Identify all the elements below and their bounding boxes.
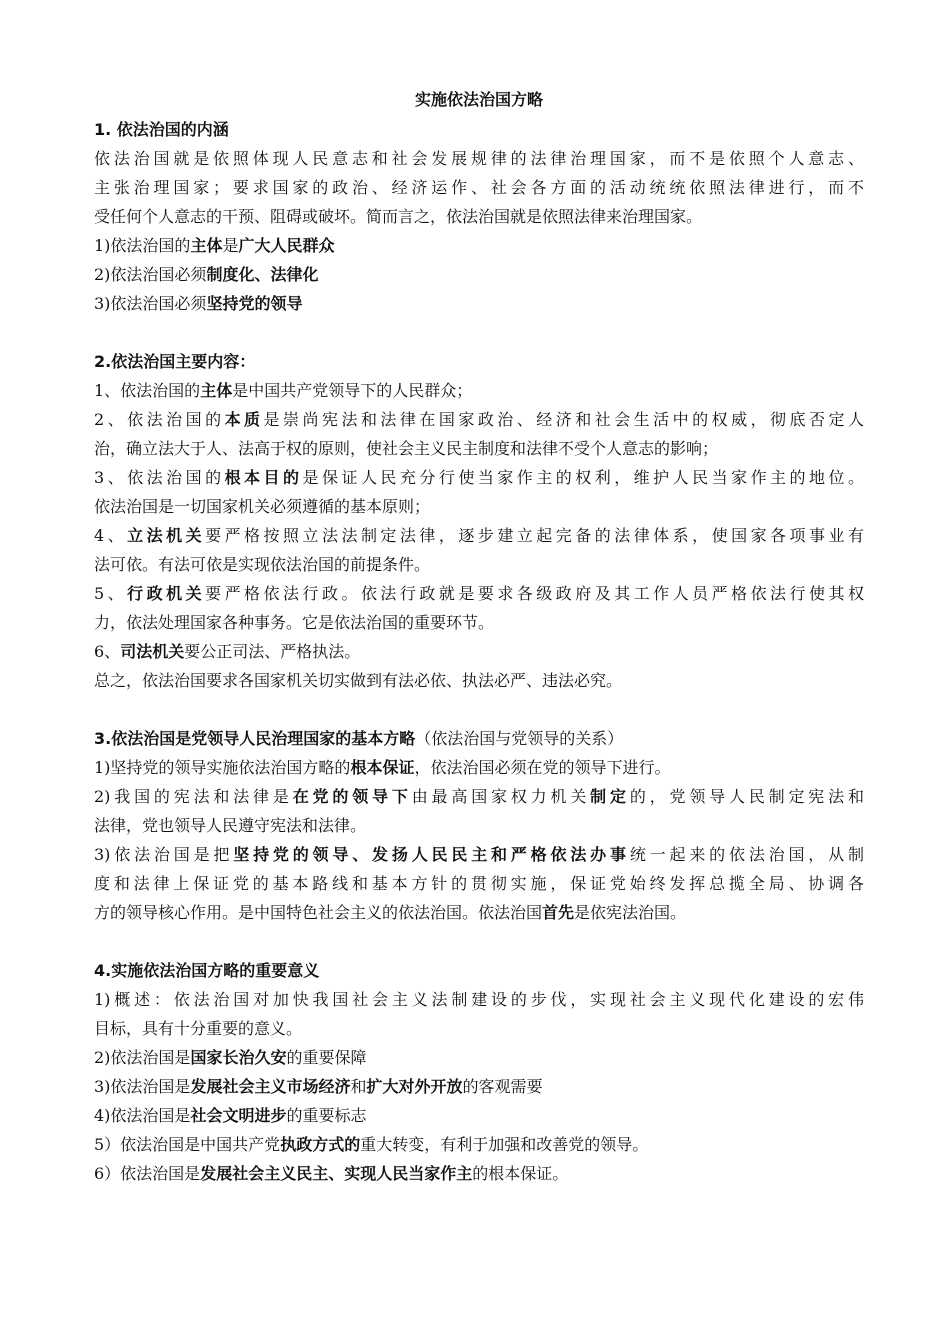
list-item: 2、依法治国的本质是崇尚宪法和法律在国家政治、经济和社会生活中的权威，彻底否定人 [94, 410, 864, 429]
list-item: 1)概述：依法治国对加快我国社会主义法制建设的步伐，实现社会主义现代化建设的宏伟 [94, 990, 864, 1009]
list-item: 1、依法治国的主体是中国共产党领导下的人民群众； [94, 381, 473, 400]
list-item: 3)依法治国必须坚持党的领导 [94, 294, 303, 313]
paragraph-line: 治，确立法大于人、法高于权的原则，使社会主义民主制度和法律不受个人意志的影响； [94, 439, 719, 458]
document-title: 实施依法治国方略 [414, 90, 543, 109]
blank-line [94, 927, 864, 956]
paragraph-line: 依法治国就是依照体现人民意志和社会发展规律的法律治理国家，而不是依照个人意志、 [94, 149, 864, 168]
paragraph-line: 受任何个人意志的干预、阻碍或破坏。简而言之，依法治国就是依照法律来治理国家。 [94, 207, 703, 226]
list-item: 1)依法治国的主体是广大人民群众 [94, 236, 335, 255]
section-4-heading: 4.实施依法治国方略的重要意义 [94, 961, 320, 980]
paragraph-line: 法可依。有法可依是实现依法治国的前提条件。 [94, 555, 431, 574]
list-item: 2)依法治国是国家长治久安的重要保障 [94, 1048, 367, 1067]
paragraph-line: 目标，具有十分重要的意义。 [94, 1019, 303, 1038]
section-1-heading: 1. 依法治国的内涵 [94, 120, 229, 139]
paragraph-line: 力，依法处理国家各种事务。它是依法治国的重要环节。 [94, 613, 495, 632]
blank-line [94, 695, 864, 724]
list-item: 3)依法治国是发展社会主义市场经济和扩大对外开放的客观需要 [94, 1077, 543, 1096]
list-item: 4)依法治国是社会文明进步的重要标志 [94, 1106, 367, 1125]
list-item: 4、立法机关要严格按照立法法制定法律，逐步建立起完备的法律体系，使国家各项事业有 [94, 526, 864, 545]
paragraph-line: 总之，依法治国要求各国家机关切实做到有法必依、执法必严、违法必究。 [94, 671, 623, 690]
paragraph-line: 主张治理国家；要求国家的政治、经济运作、社会各方面的活动统统依照法律进行，而不 [94, 178, 864, 197]
blank-line [94, 318, 864, 347]
section-2-heading: 2.依法治国主要内容： [94, 352, 256, 371]
list-item: 5）依法治国是中国共产党执政方式的重大转变，有利于加强和改善党的领导。 [94, 1135, 649, 1154]
section-3-heading: 3.依法治国是党领导人民治理国家的基本方略（依法治国与党领导的关系） [94, 729, 624, 748]
list-item: 5、行政机关要严格依法行政。依法行政就是要求各级政府及其工作人员严格依法行使其权 [94, 584, 864, 603]
list-item: 6、司法机关要公正司法、严格执法。 [94, 642, 361, 661]
list-item: 2)依法治国必须制度化、法律化 [94, 265, 319, 284]
list-item: 6）依法治国是发展社会主义民主、实现人民当家作主的根本保证。 [94, 1164, 569, 1183]
list-item: 3)依法治国是把坚持党的领导、发扬人民民主和严格依法办事统一起来的依法治国，从制 [94, 845, 864, 864]
paragraph-line: 方的领导核心作用。是中国特色社会主义的依法治国。依法治国首先是依宪法治国。 [94, 903, 687, 922]
paragraph-line: 度和法律上保证党的基本路线和基本方针的贯彻实施，保证党始终发挥总揽全局、协调各 [94, 874, 864, 893]
paragraph-line: 法律，党也领导人民遵守宪法和法律。 [94, 816, 367, 835]
list-item: 1)坚持党的领导实施依法治国方略的根本保证，依法治国必须在党的领导下进行。 [94, 758, 671, 777]
document-page [94, 84, 864, 1188]
list-item: 3、依法治国的根本目的是保证人民充分行使当家作主的权利，维护人民当家作主的地位。 [94, 468, 864, 487]
list-item: 2)我国的宪法和法律是在党的领导下由最高国家权力机关制定的，党领导人民制定宪法和 [94, 787, 864, 806]
paragraph-line: 依法治国是一切国家机关必须遵循的基本原则； [94, 497, 431, 516]
